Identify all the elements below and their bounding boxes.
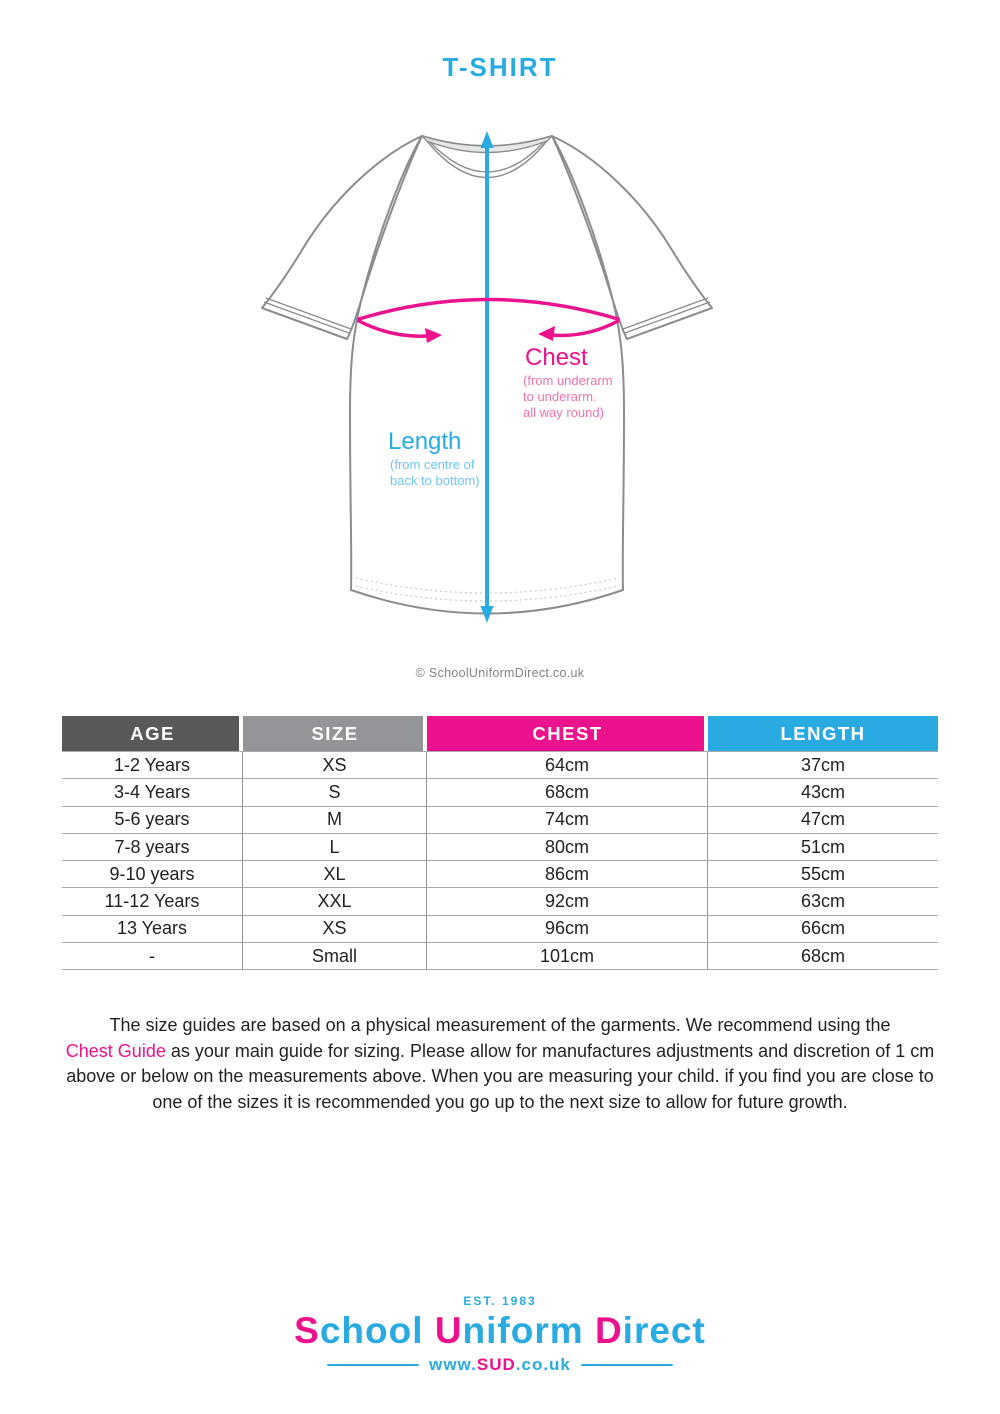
length-sub-line1: (from centre of — [390, 457, 475, 472]
note-text: above or below on the measurements above. When you are measuring your child. if you find you are close to — [66, 1066, 934, 1086]
table-cell: 37cm — [800, 754, 845, 775]
note-text: The size guides are based on a physical measurement of the garments. We recommend using the — [109, 1015, 891, 1035]
chest-guide-highlight: Chest Guide — [65, 1040, 166, 1061]
table-cell: 7-8 years — [62, 834, 243, 860]
logo-wordmark-segment: niform — [462, 1310, 584, 1351]
table-row — [62, 807, 938, 834]
column-header-age: AGE — [62, 716, 243, 751]
note-text: as your main guide for sizing. Please allow for manufactures adjustments and discretion of 1 cm — [165, 1040, 935, 1061]
table-cell: 1-2 Years — [62, 752, 243, 778]
table-cell: 64cm — [427, 752, 708, 778]
table-cell: L — [243, 834, 427, 860]
chest-sub-line1: (from underarm — [523, 373, 613, 388]
logo-wordmark-segment: D — [594, 1310, 623, 1351]
length-label: Length — [388, 428, 462, 455]
table-cell: 63cm — [800, 891, 845, 912]
table-cell: 5-6 years — [62, 807, 243, 833]
table-cell: 3-4 Years — [62, 779, 243, 805]
logo-url-segment: .co.uk — [515, 1355, 571, 1374]
note-line — [50, 1039, 950, 1065]
logo-url-segment: www. — [429, 1355, 477, 1374]
chest-sub-line2: to underarm. — [523, 389, 597, 404]
table-cell: XS — [243, 916, 427, 942]
table-row — [62, 888, 938, 915]
table-row — [62, 916, 938, 943]
column-header-length: LENGTH — [708, 716, 938, 751]
column-header-chest: CHEST — [427, 716, 708, 751]
table-cell: Small — [243, 943, 427, 969]
table-cell: M — [243, 807, 427, 833]
table-cell: 68cm — [427, 779, 708, 805]
logo-url-segment: SUD — [476, 1355, 516, 1374]
table-row — [62, 861, 938, 888]
logo-url-left-line — [327, 1364, 419, 1366]
table-cell: 9-10 years — [62, 861, 243, 887]
table-cell: S — [243, 779, 427, 805]
length-sub-line2: back to bottom) — [390, 473, 480, 488]
logo-wordmark-segment: S — [294, 1310, 320, 1351]
note-line — [50, 1013, 950, 1039]
note-line — [50, 1064, 950, 1090]
table-cell: 43cm — [800, 781, 845, 802]
table-cell: 68cm — [800, 945, 845, 966]
table-cell: 13 Years — [62, 916, 243, 942]
table-row — [62, 834, 938, 861]
table-cell: 11-12 Years — [62, 888, 243, 914]
column-header-size: SIZE — [243, 716, 427, 751]
table-cell: 80cm — [427, 834, 708, 860]
table-row — [62, 779, 938, 806]
logo-wordmark-segment: chool — [319, 1310, 424, 1351]
page-title: T-SHIRT — [442, 52, 558, 82]
table-cell: 86cm — [427, 861, 708, 887]
logo-wordmark-segment — [424, 1310, 435, 1351]
table-cell: - — [62, 943, 243, 969]
table-cell: 96cm — [427, 916, 708, 942]
table-cell: 74cm — [427, 807, 708, 833]
table-cell: XL — [243, 861, 427, 887]
note-line — [50, 1090, 950, 1116]
chest-sub-line3: all way round) — [523, 405, 604, 420]
table-cell: 101cm — [427, 943, 708, 969]
brand-logo — [0, 1294, 1000, 1375]
size-table — [62, 716, 938, 970]
logo-wordmark — [0, 1310, 1000, 1352]
chest-label: Chest — [525, 344, 588, 371]
table-cell: 51cm — [800, 836, 845, 857]
table-cell: 47cm — [800, 809, 845, 830]
logo-wordmark-segment: U — [434, 1310, 463, 1351]
logo-wordmark-segment: irect — [622, 1310, 706, 1351]
size-note — [50, 1013, 950, 1115]
logo-url-right-line — [581, 1364, 673, 1366]
table-header-row — [62, 716, 938, 751]
table-row — [62, 943, 938, 970]
tshirt-measurement-diagram — [250, 112, 750, 657]
logo-url-row — [0, 1355, 1000, 1375]
table-body — [62, 751, 938, 970]
table-cell: 92cm — [427, 888, 708, 914]
table-cell: 55cm — [800, 863, 845, 884]
table-cell: XXL — [243, 888, 427, 914]
copyright-text: © SchoolUniformDirect.co.uk — [415, 666, 585, 680]
table-cell: 66cm — [800, 918, 845, 939]
note-text: one of the sizes it is recommended you go up to the next size to allow for future growth. — [152, 1091, 848, 1112]
table-cell: XS — [243, 752, 427, 778]
logo-wordmark-segment — [584, 1310, 595, 1351]
logo-established-text: EST. 1983 — [463, 1294, 537, 1308]
logo-url-text — [429, 1355, 571, 1375]
table-row — [62, 752, 938, 779]
